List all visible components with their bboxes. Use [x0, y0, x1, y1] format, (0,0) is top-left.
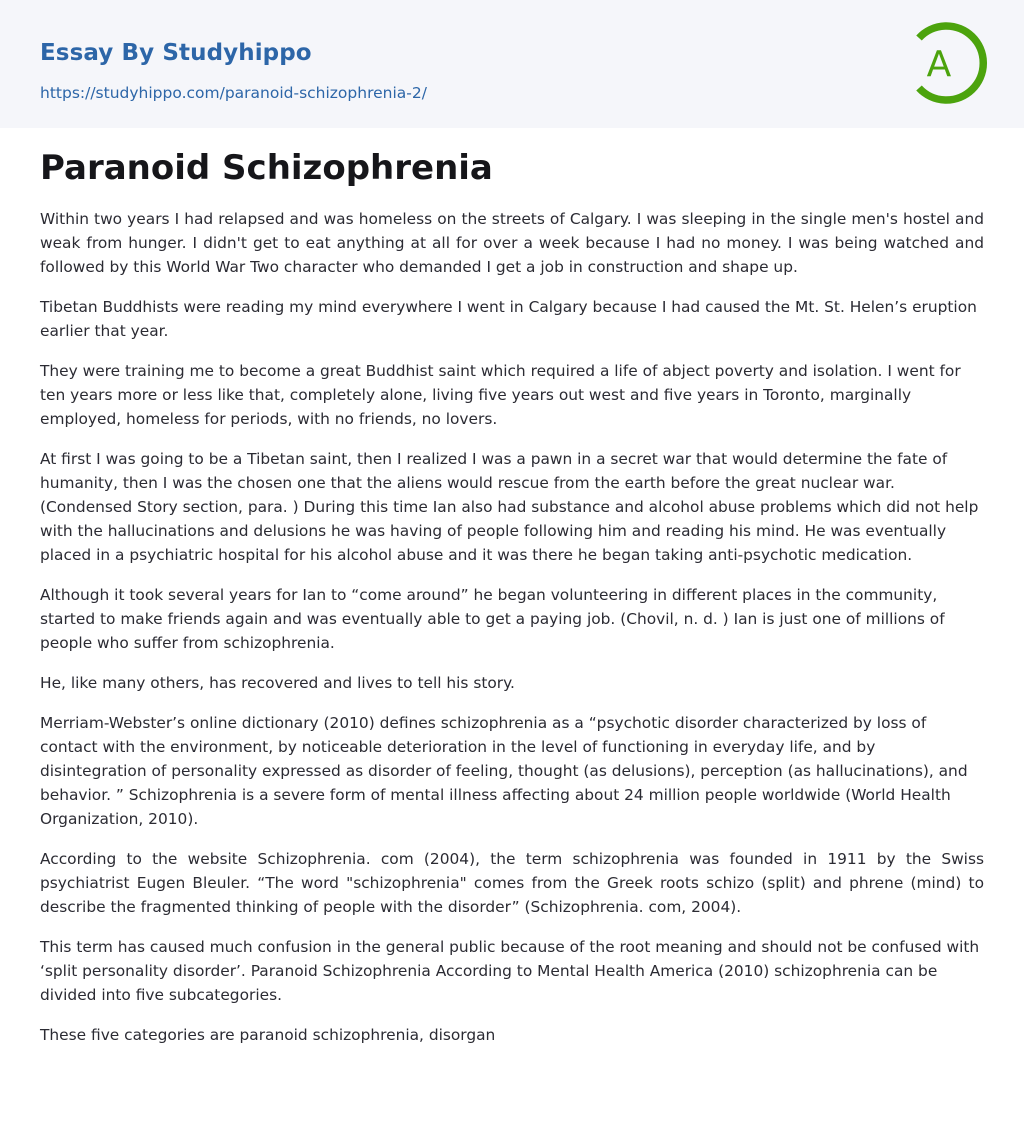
site-brand[interactable]: Essay By Studyhippo [40, 40, 312, 66]
essay-paragraph: Although it took several years for Ian to “come around” he began volunteering in different places in the community, started to make friends again and was eventually able to get a paying job. (Chovil, n. d. ) Ian is just one of millions of people who suffer from schizophrenia. [40, 586, 945, 652]
essay-paragraph: These five categories are paranoid schizophrenia, disorgan [40, 1026, 496, 1044]
essay-article [40, 143, 984, 1063]
essay-paragraph: They were training me to become a great Buddhist saint which required a life of abject poverty and isolation. I went for ten years more or less like that, completely alone, living five years out west and five years in Toronto, marginally employed, homeless for periods, with no friends, no lovers. [40, 362, 961, 428]
essay-paragraph: Tibetan Buddhists were reading my mind everywhere I went in Calgary because I had caused the Mt. St. Helen’s eruption earlier that year. [40, 298, 977, 340]
essay-paragraph: At first I was going to be a Tibetan saint, then I realized I was a pawn in a secret war that would determine the fate of humanity, then I was the chosen one that the aliens would rescue from the earth before the great nuclear war. (Condensed Story section, para. ) During this time Ian also had substance and alcohol abuse problems which did not help with the hallucinations and delusions he was having of people following him and reading his mind. He was eventually placed in a psychiatric hospital for his alcohol abuse and it was there he began taking anti-psychotic medication. [40, 450, 979, 564]
svg-text:A: A [926, 44, 952, 85]
essay-paragraph: This term has caused much confusion in the general public because of the root meaning and should not be confused with ‘split personality disorder’. Paranoid Schizophrenia According to Mental Health America (2010) schizophrenia can be divided into five subcategories. [40, 938, 980, 1004]
essay-paragraph: Within two years I had relapsed and was homeless on the streets of Calgary. I was sleeping in the single men's hostel and weak from hunger. I didn't get to eat anything at all for over a week because I had no money. I was being watched and followed by this World War Two character who demanded I get a job in construction and shape up. [40, 210, 984, 276]
studyhippo-logo-icon[interactable] [898, 16, 992, 110]
essay-url-link[interactable]: https://studyhippo.com/paranoid-schizophrenia-2/ [40, 84, 427, 102]
essay-paragraph: Merriam-Webster’s online dictionary (2010) defines schizophrenia as a “psychotic disorder characterized by loss of contact with the environment, by noticeable deterioration in the level of functioning in everyday life, and by disintegration of personality expressed as disorder of feeling, thought (as delusions), perception (as hallucinations), and behavior. ” Schizophrenia is a severe form of mental illness affecting about 24 million people worldwide (World Health Organization, 2010). [40, 714, 968, 828]
site-header [0, 0, 1024, 128]
essay-title: Paranoid Schizophrenia [40, 148, 493, 188]
essay-paragraph: According to the website Schizophrenia. com (2004), the term schizophrenia was founded in 1911 by the Swiss psychiatrist Eugen Bleuler. “The word "schizophrenia" comes from the Greek roots schizo (split) and phrene (mind) to describe the fragmented thinking of people with the disorder” (Schizophrenia. com, 2004). [40, 850, 984, 916]
essay-paragraph: He, like many others, has recovered and lives to tell his story. [40, 674, 515, 692]
